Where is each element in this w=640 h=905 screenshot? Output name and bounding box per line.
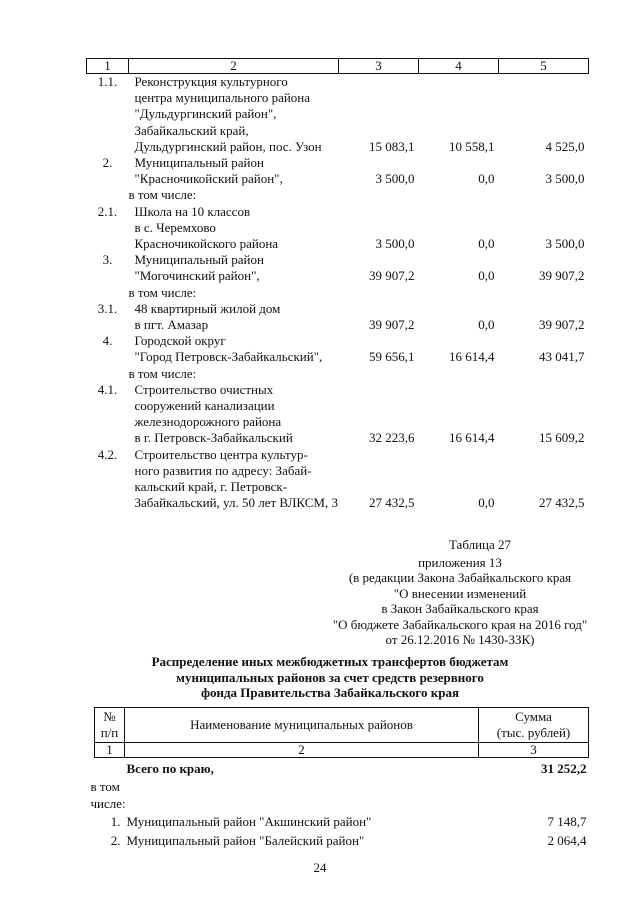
heading-line: Распределение иных межбюджетных трансфертов бюджетам — [151, 654, 509, 669]
name-line: Муниципальный район — [134, 252, 264, 268]
name-line: Красночикойского района — [134, 236, 279, 252]
column-index: 1 — [95, 743, 125, 758]
amount-value: 7 148,7 — [547, 814, 587, 829]
caption-line: (в редакции Закона Забайкальского края — [348, 570, 572, 585]
including-label: в том числе: — [128, 365, 197, 381]
sum-column-header — [479, 708, 589, 743]
row-number: 1.1. — [97, 74, 118, 89]
number-column-header — [95, 708, 125, 743]
name-line: Забайкальский край, — [134, 122, 249, 138]
name-line: железнодорожного района — [134, 414, 282, 430]
cell-value: 0,0 — [478, 171, 495, 187]
transfers-table — [90, 707, 589, 850]
caption-line: "О внесении изменений — [393, 585, 527, 601]
header-line: п/п — [100, 725, 119, 740]
table-row — [95, 831, 589, 850]
cell-value: 39 907,2 — [539, 268, 585, 284]
column-header: 2 — [129, 59, 339, 74]
name-line: Муниципальный район — [134, 155, 264, 171]
page-number: 24 — [313, 860, 327, 875]
table-header-row — [95, 708, 589, 743]
section-heading — [80, 654, 580, 701]
cell-value: 3 500,0 — [545, 236, 585, 252]
row-number: 4.1. — [97, 381, 118, 397]
district-name: Муниципальный район "Акшинский район" — [126, 814, 372, 829]
cell-value: 0,0 — [478, 268, 495, 284]
total-value: 31 252,2 — [541, 760, 587, 776]
table-row — [87, 204, 589, 253]
header-line: № — [103, 709, 116, 724]
row-number: 3. — [102, 252, 113, 268]
name-line: центра муниципального района — [134, 90, 311, 106]
name-line: ного развития по адресу: Забай- — [134, 462, 312, 478]
cell-value: 39 907,2 — [369, 268, 415, 284]
cell-value: 59 656,1 — [369, 349, 415, 365]
row-name — [129, 74, 339, 156]
row-number: 3.1. — [97, 300, 118, 316]
name-line: 48 квартирный жилой дом — [134, 300, 281, 316]
column-header: 3 — [339, 59, 419, 74]
subtotal-label-row — [89, 778, 125, 812]
caption-line: от 26.12.2016 № 1430-ЗЗК) — [385, 632, 535, 647]
name-line: Строительство центра культур- — [134, 446, 308, 462]
row-number: 4. — [102, 333, 113, 349]
district-name: Муниципальный район "Балейский район" — [126, 833, 365, 848]
column-header: 1 — [87, 59, 129, 74]
subtotal-label-row — [87, 187, 589, 203]
heading-line: муниципальных районов за счет средств резервного — [176, 669, 484, 685]
name-line: сооружений канализации — [134, 398, 275, 414]
cell-value: 3 500,0 — [375, 171, 415, 187]
table-row — [95, 812, 589, 831]
cell-value: 27 432,5 — [539, 495, 585, 511]
row-name — [129, 155, 339, 187]
table-row — [87, 155, 589, 187]
cell-value: 43 041,7 — [539, 349, 585, 365]
cell-value: 0,0 — [478, 317, 495, 333]
cell-value: 10 558,1 — [449, 138, 495, 154]
row-name — [129, 447, 339, 512]
table-header-row — [87, 59, 589, 74]
column-header: 5 — [499, 59, 589, 74]
cell-value: 3 500,0 — [545, 171, 585, 187]
row-name — [129, 204, 339, 253]
table-row — [87, 301, 589, 333]
name-line: Забайкальский, ул. 50 лет ВЛКСМ, 3 — [134, 495, 338, 511]
subtotal-label-row — [87, 366, 589, 382]
header-line: Сумма — [515, 709, 552, 724]
including-label: в том числе: — [128, 187, 197, 203]
header-line: (тыс. рублей) — [496, 725, 571, 740]
investment-table — [86, 58, 589, 511]
row-name — [129, 333, 339, 365]
amount-value: 2 064,4 — [547, 833, 587, 848]
table-row — [87, 252, 589, 284]
name-line: в г. Петровск-Забайкальский — [134, 430, 293, 446]
table-row — [87, 74, 589, 156]
name-line: Дульдургинский район, пос. Узон — [134, 138, 322, 154]
cell-value: 39 907,2 — [369, 317, 415, 333]
cell-value: 0,0 — [478, 236, 495, 252]
name-line: "Красночикойский район", — [134, 171, 283, 187]
caption-line: "О бюджете Забайкальского края на 2016 год" — [332, 616, 588, 632]
row-number: 2. — [110, 833, 121, 848]
column-index: 3 — [479, 743, 589, 758]
cell-value: 27 432,5 — [369, 495, 415, 511]
subtotal-label-row — [87, 285, 589, 301]
name-line: "Дульдургинский район", — [134, 106, 277, 122]
row-name — [129, 301, 339, 333]
total-row — [95, 758, 589, 779]
table-number: Таблица 27 — [448, 537, 512, 552]
row-number: 2.1. — [97, 203, 118, 219]
table-row — [87, 382, 589, 447]
row-number: 1. — [110, 814, 121, 829]
caption-line: приложения 13 — [418, 554, 502, 570]
cell-value: 32 223,6 — [369, 430, 415, 446]
row-name — [129, 252, 339, 284]
name-line: Реконструкция культурного — [134, 74, 288, 89]
table-caption — [320, 537, 600, 648]
name-line: Школа на 10 классов — [134, 203, 251, 219]
name-line: Городской округ — [134, 333, 226, 349]
including-label: в том числе: — [90, 779, 126, 811]
cell-value: 0,0 — [478, 495, 495, 511]
including-label: в том числе: — [128, 284, 197, 300]
total-label: Всего по краю, — [126, 760, 214, 776]
table-row — [87, 447, 589, 512]
name-line: в с. Черемхово — [134, 219, 216, 235]
index-row — [95, 743, 589, 758]
cell-value: 15 083,1 — [369, 138, 415, 154]
row-number: 4.2. — [97, 446, 118, 462]
cell-value: 39 907,2 — [539, 317, 585, 333]
heading-line: фонда Правительства Забайкальского края — [200, 685, 459, 700]
row-name — [129, 382, 339, 447]
table-row — [87, 333, 589, 365]
caption-line: в Закон Забайкальского края — [381, 601, 539, 616]
cell-value: 16 614,4 — [449, 430, 495, 446]
row-number: 2. — [102, 155, 113, 171]
cell-value: 16 614,4 — [449, 349, 495, 365]
column-index: 2 — [125, 743, 479, 758]
name-line: "Город Петровск-Забайкальский", — [134, 349, 323, 365]
name-line: в пгт. Амазар — [134, 317, 209, 333]
name-line: кальский край, г. Петровск- — [134, 479, 288, 495]
cell-value: 3 500,0 — [375, 236, 415, 252]
column-header: 4 — [419, 59, 499, 74]
name-line: "Могочинский район", — [134, 268, 260, 284]
cell-value: 15 609,2 — [539, 430, 585, 446]
name-line: Строительство очистных — [134, 381, 274, 397]
cell-value: 4 525,0 — [545, 138, 585, 154]
name-column-header: Наименование муниципальных районов — [125, 708, 479, 743]
